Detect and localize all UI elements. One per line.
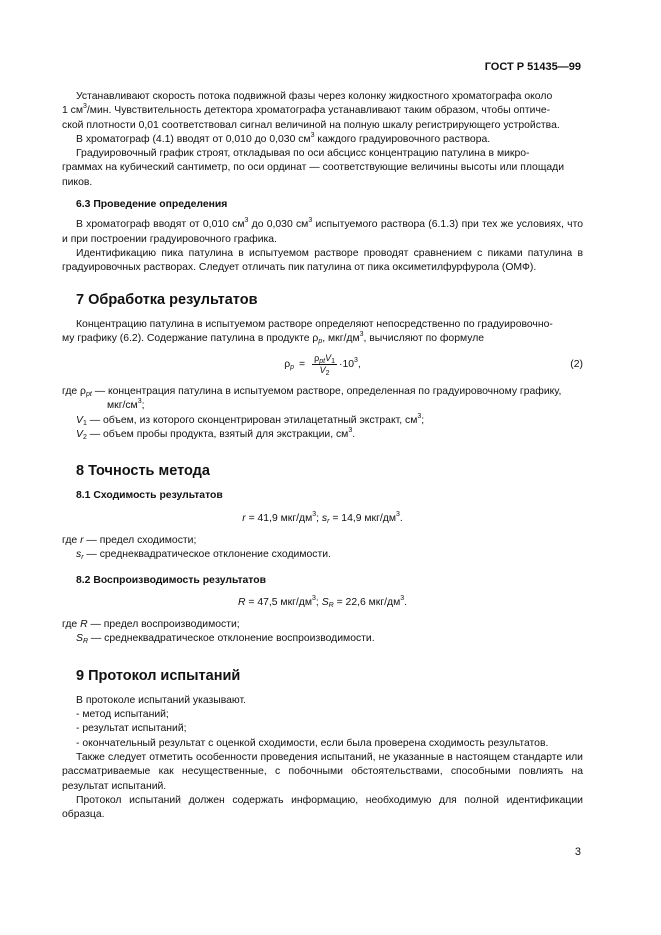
definition-sr: $s_r$ — среднеквадратическое отклонение сходимости. (76, 549, 331, 562)
section-9-heading: 9 Протокол испытаний (76, 667, 241, 684)
definition-v2: $V_2$ — объем пробы продукта, взятый для экстракции, $см^3$. (76, 427, 356, 442)
list-item-method: - метод испытаний; (76, 709, 169, 721)
list-item-final-result: - окончательный результат с оценкой сходимости, если была проверена сходимость результатов. (76, 737, 549, 749)
formula-multiplier: $\cdot 10^3$, (338, 356, 361, 370)
paragraph-calibration-graph: Градуировочный график строят, откладывая по оси абсцисс концентрацию патулина в микро- граммах на кубический сантиметр, по оси ординат — соответствующие величины высоты или площади пиков. (62, 148, 565, 188)
paragraph-determination: В хроматограф вводят от 0,010 $см^3$ до 0,030 $см^3$ испытуемого раствора (6.1.3) при тех же условиях, что и при построении градуировочного графика. (62, 217, 583, 245)
running-header: ГОСТ Р 51435—99 (484, 61, 581, 73)
definition-R: где R — предел воспроизводимости; (62, 619, 240, 631)
section-7-heading: 7 Обработка результатов (76, 291, 258, 308)
paragraph-identification: Идентификацию пика патулина в испытуемом растворе проводят сравнением с пиками патулина в градуировочных растворах. Следует отличать пик патулина от пика оксиметилфурфурола (ОМФ). (62, 247, 583, 274)
definition-SR: $S_R$ — среднеквадратическое отклонение воспроизводимости. (76, 633, 375, 646)
page-number: 3 (574, 846, 581, 858)
formula-repeatability: r = 41,9 мкг/$дм^3$; $s_r = 14,9$ мкг/$дм^3$. (242, 510, 403, 525)
list-item-result: - результат испытаний; (76, 723, 187, 735)
formula-lhs: $\rho_p$ (284, 358, 295, 371)
definition-r: где r — предел сходимости; (62, 534, 197, 546)
paragraph-processing: Концентрацию патулина в испытуемом растворе определяют непосредственно по градуировочно- му графику (6.2). Содержание патулина в продукте $\rho_p$, мкг/$дм^3$, вычисляют по формуле (62, 318, 553, 345)
formula-number: (2) (570, 358, 583, 370)
paragraph-features: Также следует отметить особенности проведения испытаний, не указанные в настоящем стандарте или рассматриваемые как несущественные, с побочными обстоятельствами, способными повлиять на результат испытаний. (62, 751, 583, 792)
section-8-heading: 8 Точность метода (76, 463, 210, 480)
section-8-2-heading: 8.2 Воспроизводимость результатов (76, 574, 266, 586)
paragraph-flow-rate: Устанавливают скорость потока подвижной фазы через колонку жидкостного хроматографа около 1 $см^3$/мин. Чувствительность детектора хроматографа устанавливают таким образом, чтобы оптиче- ской плотности 0,01 соответствовал сигнал величиной на полную шкалу регистрирующего устройства. (62, 91, 560, 131)
paragraph-identification-info: Протокол испытаний должен содержать информацию, необходимую для полной идентификации образца. (62, 794, 583, 821)
paragraph-injection: В хроматограф (4.1) вводят от 0,010 до 0,030 $см^3$ каждого градуировочного раствора. (76, 131, 491, 145)
formula-fraction: $\frac{\rho_{pt}V_1}{V_2}$ (314, 353, 335, 378)
definition-rho-pt: где $\rho_{pt}$ — концентрация патулина в испытуемом растворе, определенная по градуировочному графику, мкг/$см^3$; (62, 386, 562, 412)
section-6-3-heading: 6.3 Проведение определения (76, 199, 228, 211)
definition-v1: $V_1$ — объем, из которого сконцентрирован этилацетатный экстракт, $см^3$; (76, 412, 425, 427)
formula-reproducibility: R = 47,5 мкг/$дм^3$; $S_R = 22,6$ мкг/$дм^3$. (237, 594, 408, 609)
formula-2: $\rho_p$ = $\frac{\rho_{pt}V_1}{V_2}$ $\cdot 10^3$, (2) (284, 353, 583, 378)
section-8-1-heading: 8.1 Сходимость результатов (76, 490, 223, 502)
paragraph-protocol-intro: В протоколе испытаний указывают. (76, 694, 246, 706)
page-content (62, 90, 583, 822)
